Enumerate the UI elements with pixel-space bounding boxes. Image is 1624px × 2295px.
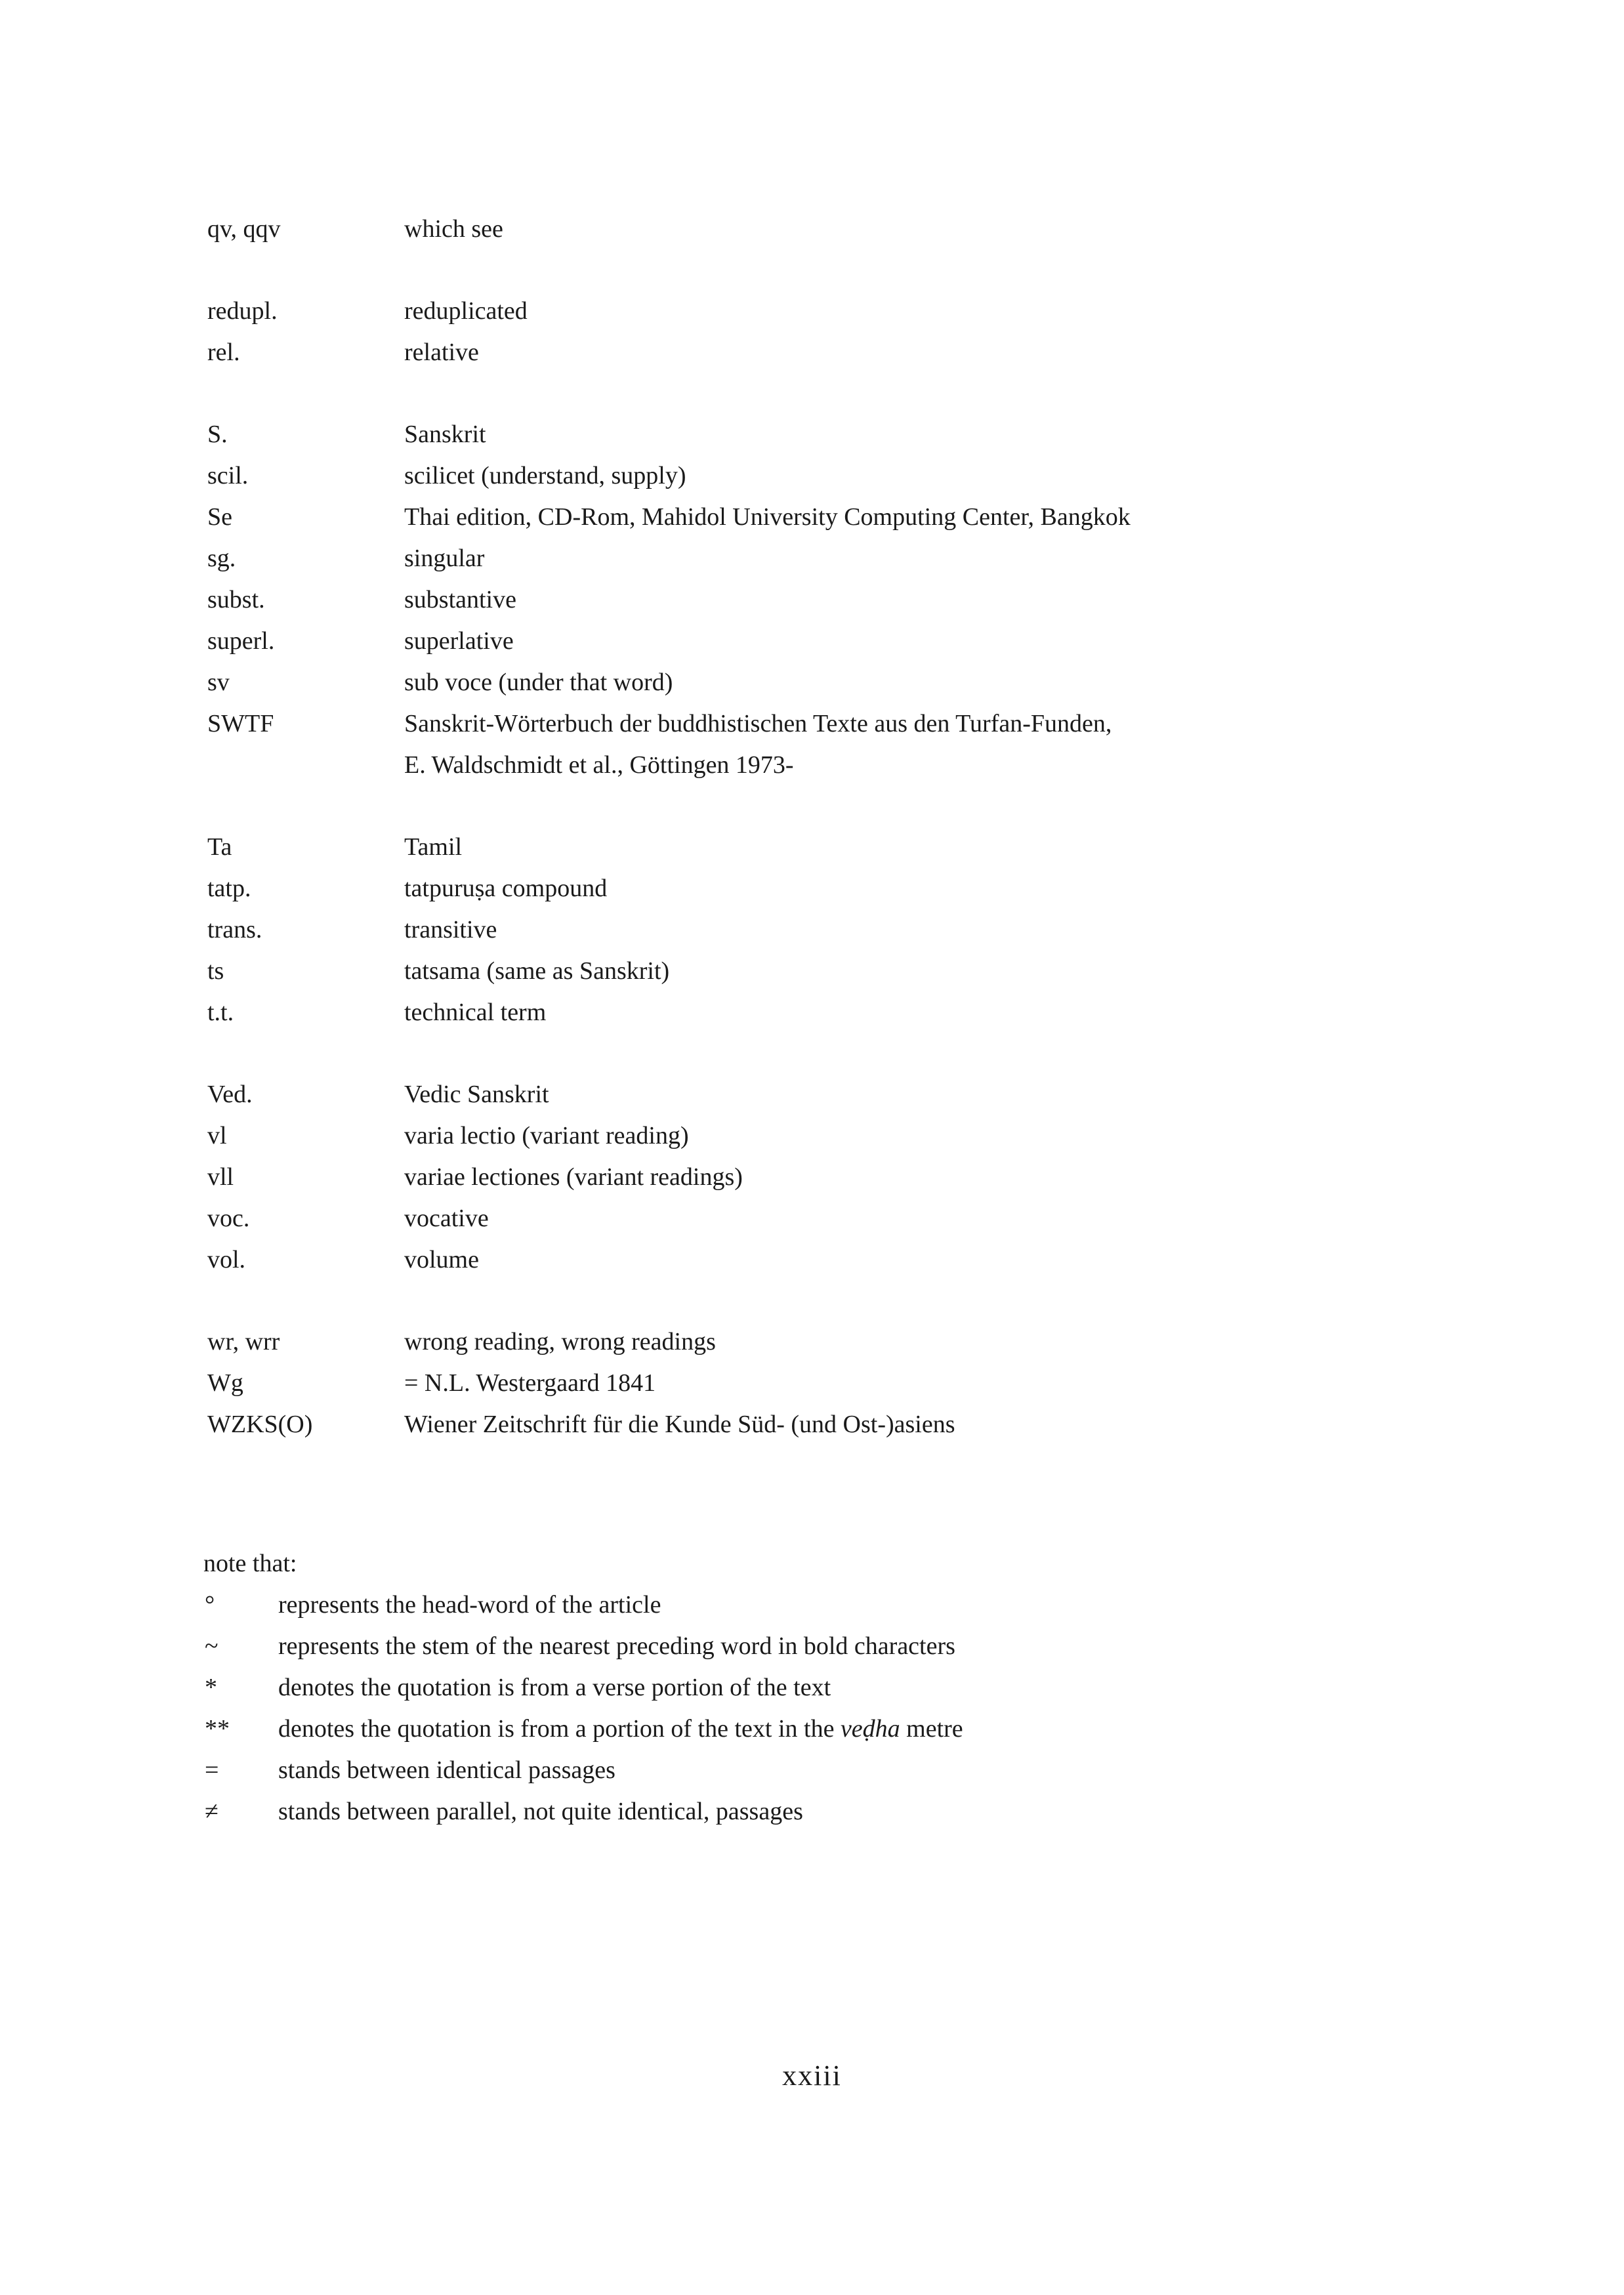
abbreviation: sv bbox=[207, 669, 230, 696]
abbreviation-meaning: wrong reading, wrong readings bbox=[404, 1328, 716, 1355]
abbreviation: rel. bbox=[207, 339, 240, 366]
abbreviation-meaning: Sanskrit-Wörterbuch der buddhistischen Texte aus den Turfan-Funden, bbox=[404, 710, 1112, 737]
abbreviation-entry bbox=[207, 1115, 1454, 1157]
abbreviation-entry bbox=[207, 1074, 1454, 1115]
abbreviation: wr, wrr bbox=[207, 1328, 280, 1355]
abbreviation-meaning: Sanskrit bbox=[404, 421, 486, 448]
abbreviation-meaning: varia lectio (variant reading) bbox=[404, 1122, 689, 1149]
abbreviation-entry bbox=[207, 1239, 1454, 1281]
note-item bbox=[203, 1584, 1450, 1626]
abbreviation-entry bbox=[207, 579, 1454, 621]
abbreviation-meaning: variae lectiones (variant readings) bbox=[404, 1163, 743, 1191]
abbreviation-meaning: sub voce (under that word) bbox=[404, 669, 673, 696]
equals-symbol: = bbox=[205, 1756, 219, 1784]
abbreviation: Se bbox=[207, 503, 232, 531]
abbreviation-meaning: Tamil bbox=[404, 833, 463, 861]
asterisk-symbol: * bbox=[205, 1674, 217, 1701]
abbreviation-meaning: superlative bbox=[404, 627, 514, 655]
abbreviation: S. bbox=[207, 421, 228, 448]
abbreviation: WZKS(O) bbox=[207, 1411, 313, 1438]
abbreviation: vol. bbox=[207, 1246, 246, 1273]
abbreviation-entry bbox=[207, 538, 1454, 579]
abbreviation-meaning: vocative bbox=[404, 1205, 489, 1232]
note-text: stands between identical passages bbox=[278, 1756, 615, 1784]
abbreviation: scil. bbox=[207, 462, 249, 489]
abbreviation: Ta bbox=[207, 833, 232, 861]
abbreviation-group-s bbox=[207, 414, 1454, 786]
note-item bbox=[203, 1626, 1450, 1667]
abbreviation-meaning: Vedic Sanskrit bbox=[404, 1081, 549, 1108]
note-item bbox=[203, 1791, 1450, 1832]
abbreviation bbox=[207, 745, 404, 786]
abbreviation-meaning: tatpuruṣa compound bbox=[404, 875, 608, 902]
note-text: denotes the quotation is from a portion of the text in the bbox=[278, 1715, 841, 1743]
abbreviation: voc. bbox=[207, 1205, 250, 1232]
abbreviation-entry bbox=[207, 703, 1454, 745]
abbreviation-meaning: relative bbox=[404, 339, 479, 366]
abbreviation: ts bbox=[207, 957, 224, 985]
abbreviation-group-w bbox=[207, 1321, 1454, 1445]
abbreviation: trans. bbox=[207, 916, 262, 943]
abbreviation-entry bbox=[207, 414, 1454, 455]
abbreviation-entry bbox=[207, 497, 1454, 538]
abbreviation-entry bbox=[207, 1363, 1454, 1404]
abbreviation-meaning: tatsama (same as Sanskrit) bbox=[404, 957, 670, 985]
note-text: represents the stem of the nearest preceding word in bold characters bbox=[278, 1632, 955, 1660]
abbreviation-meaning: singular bbox=[404, 545, 485, 572]
abbreviation-entry-continuation bbox=[207, 745, 1454, 786]
abbreviation-entry bbox=[207, 209, 1454, 250]
abbreviation-entry bbox=[207, 621, 1454, 662]
abbreviation-entry bbox=[207, 909, 1454, 951]
abbreviation: sg. bbox=[207, 545, 236, 572]
note-item bbox=[203, 1750, 1450, 1791]
double-asterisk-symbol: ** bbox=[205, 1715, 230, 1743]
abbreviation: redupl. bbox=[207, 297, 278, 325]
note-text-after: metre bbox=[900, 1715, 963, 1743]
note-item bbox=[203, 1708, 1450, 1750]
note-item bbox=[203, 1667, 1450, 1708]
abbreviation-entry bbox=[207, 291, 1454, 332]
abbreviation: vl bbox=[207, 1122, 227, 1149]
note-text-with-italic bbox=[278, 1708, 1450, 1750]
note-text: denotes the quotation is from a verse portion of the text bbox=[278, 1674, 831, 1701]
abbreviation-group-t bbox=[207, 827, 1454, 1033]
notes-section bbox=[203, 1543, 1450, 1832]
abbreviation-list bbox=[207, 209, 1454, 1486]
page-number: xxiii bbox=[782, 2059, 842, 2092]
abbreviation-meaning: substantive bbox=[404, 586, 516, 613]
abbreviation-meaning: E. Waldschmidt et al., Göttingen 1973- bbox=[404, 751, 794, 779]
abbreviation-meaning: technical term bbox=[404, 999, 547, 1026]
abbreviation-entry bbox=[207, 827, 1454, 868]
abbreviation: Ved. bbox=[207, 1081, 253, 1108]
abbreviation-meaning: Wiener Zeitschrift für die Kunde Süd- (und Ost-)asiens bbox=[404, 1411, 955, 1438]
abbreviation-entry bbox=[207, 455, 1454, 497]
abbreviation-meaning: scilicet (understand, supply) bbox=[404, 462, 686, 489]
abbreviation: Wg bbox=[207, 1369, 243, 1397]
abbreviation: tatp. bbox=[207, 875, 251, 902]
not-equal-symbol: ≠ bbox=[205, 1798, 219, 1825]
abbreviation-entry bbox=[207, 1321, 1454, 1363]
abbreviation-entry bbox=[207, 992, 1454, 1033]
abbreviation-group-v bbox=[207, 1074, 1454, 1281]
abbreviation: t.t. bbox=[207, 999, 234, 1026]
abbreviation-meaning: reduplicated bbox=[404, 297, 528, 325]
abbreviation-entry bbox=[207, 951, 1454, 992]
abbreviation-entry bbox=[207, 1404, 1454, 1445]
abbreviation-entry bbox=[207, 868, 1454, 909]
abbreviation-meaning: = N.L. Westergaard 1841 bbox=[404, 1369, 656, 1397]
abbreviation-entry bbox=[207, 1198, 1454, 1239]
note-text: represents the head-word of the article bbox=[278, 1591, 661, 1619]
tilde-symbol: ~ bbox=[205, 1632, 219, 1660]
abbreviation-meaning: volume bbox=[404, 1246, 479, 1273]
abbreviation-entry bbox=[207, 662, 1454, 703]
abbreviation: subst. bbox=[207, 586, 265, 613]
abbreviation-meaning: transitive bbox=[404, 916, 497, 943]
abbreviation: vll bbox=[207, 1163, 234, 1191]
abbreviation: qv, qqv bbox=[207, 215, 281, 243]
italic-term: veḍha bbox=[840, 1715, 900, 1743]
abbreviation: superl. bbox=[207, 627, 275, 655]
abbreviation-group-q bbox=[207, 209, 1454, 250]
abbreviation-group-r bbox=[207, 291, 1454, 373]
abbreviation-entry bbox=[207, 1157, 1454, 1198]
abbreviation: SWTF bbox=[207, 710, 274, 737]
abbreviation-meaning: which see bbox=[404, 215, 503, 243]
degree-symbol: ° bbox=[205, 1591, 215, 1619]
abbreviation-meaning: Thai edition, CD-Rom, Mahidol University Computing Center, Bangkok bbox=[404, 503, 1131, 531]
abbreviation-entry bbox=[207, 332, 1454, 373]
note-text: stands between parallel, not quite identical, passages bbox=[278, 1798, 803, 1825]
notes-title: note that: bbox=[203, 1550, 297, 1577]
